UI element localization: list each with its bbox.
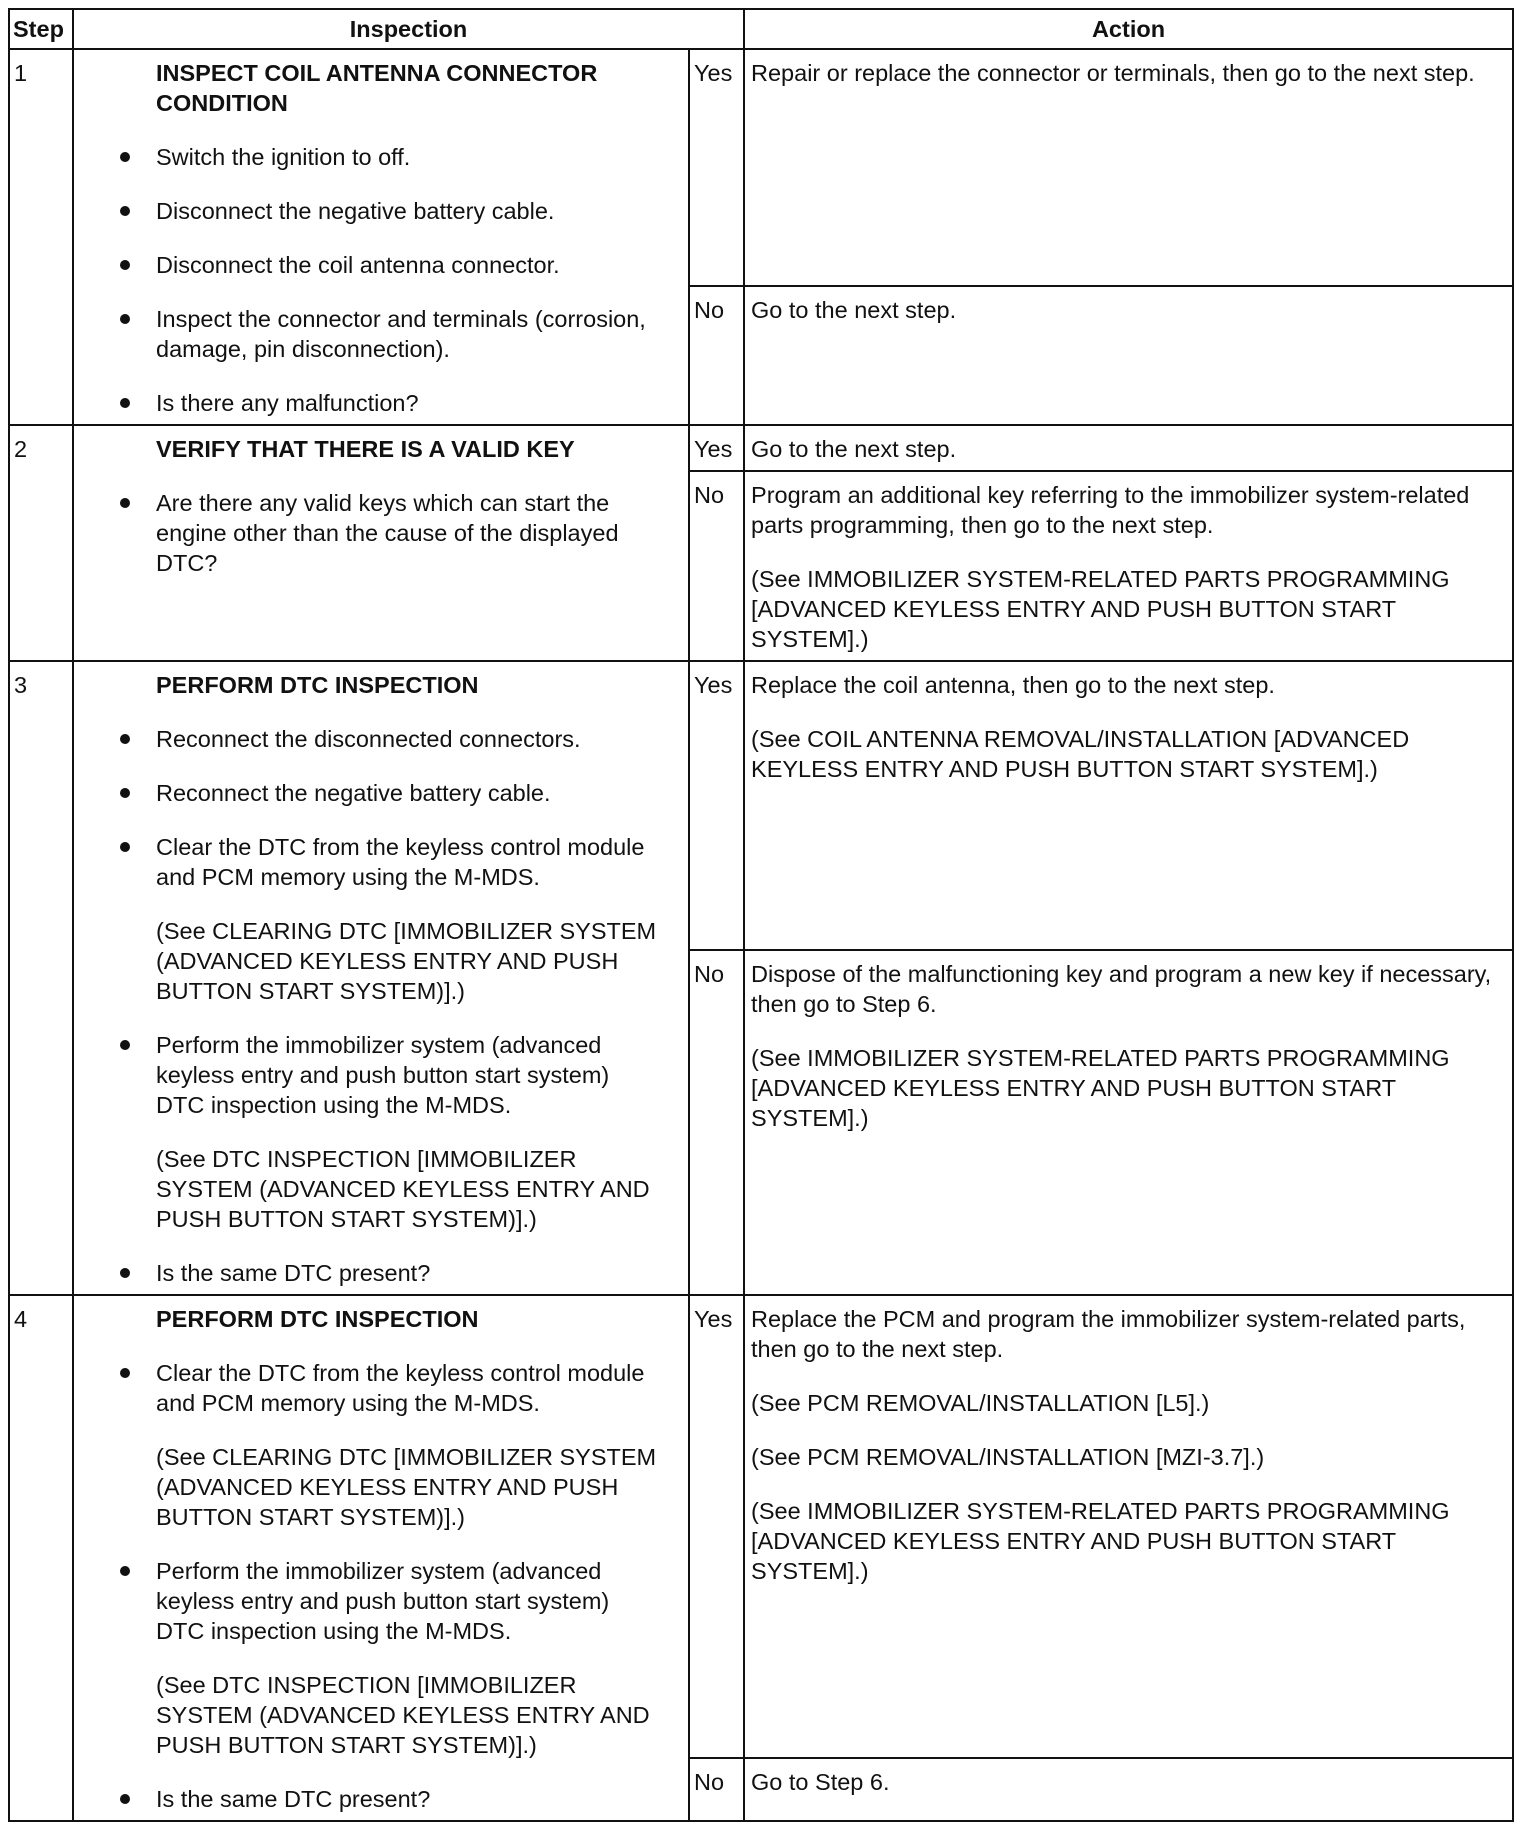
bullet-icon [120, 206, 130, 216]
inspection-cell [73, 49, 689, 425]
inspection-list [98, 1358, 664, 1814]
inspection-list [98, 142, 664, 418]
no-action-text: Program an additional key referring to the immobilizer system-related parts programming, then go to the next step. [751, 482, 1470, 538]
step-row-3 [9, 661, 1513, 950]
inspection-reference: (See CLEARING DTC [IMMOBILIZER SYSTEM (ADVANCED KEYLESS ENTRY AND PUSH BUTTON START SYSTEM)].) [156, 918, 657, 1004]
no-label: No [689, 286, 744, 425]
yes-action-cell [744, 49, 1513, 286]
step-row-4 [9, 1295, 1513, 1758]
yes-label: Yes [689, 49, 744, 286]
bullet-icon [120, 1040, 130, 1050]
yes-label: Yes [689, 661, 744, 950]
no-action-cell [744, 1758, 1513, 1821]
no-action-text: Go to Step 6. [751, 1769, 890, 1796]
yes-label: Yes [689, 1295, 744, 1758]
bullet-icon [120, 1566, 130, 1576]
inspection-item [98, 250, 664, 280]
inspection-item [98, 1258, 664, 1288]
yes-action-text: (See IMMOBILIZER SYSTEM-RELATED PARTS PROGRAMMING [ADVANCED KEYLESS ENTRY AND PUSH BUTTON START SYSTEM].) [751, 1498, 1450, 1584]
inspection-item [98, 1784, 664, 1814]
inspection-item [98, 1358, 664, 1532]
inspection-text: Inspect the connector and terminals (corrosion, damage, pin disconnection). [156, 306, 646, 362]
header-step: Step [9, 9, 73, 49]
inspection-title: VERIFY THAT THERE IS A VALID KEY [156, 436, 575, 462]
inspection-text: Clear the DTC from the keyless control module and PCM memory using the M-MDS. [156, 1360, 645, 1416]
bullet-icon [120, 152, 130, 162]
no-action-text: Go to the next step. [751, 297, 957, 324]
yes-action-cell [744, 661, 1513, 950]
yes-action-text: Replace the PCM and program the immobilizer system-related parts, then go to the next step. [751, 1306, 1466, 1362]
step-number: 4 [9, 1295, 73, 1821]
yes-label: Yes [689, 425, 744, 471]
inspection-item [98, 724, 664, 754]
inspection-text: Is the same DTC present? [156, 1260, 431, 1286]
step-row-2 [9, 425, 1513, 471]
yes-action-text: Repair or replace the connector or terminals, then go to the next step. [751, 60, 1475, 86]
inspection-item [98, 832, 664, 1006]
yes-action-text: Replace the coil antenna, then go to the next step. [751, 672, 1275, 698]
bullet-icon [120, 498, 130, 508]
inspection-text: Disconnect the negative battery cable. [156, 198, 555, 224]
no-action-cell [744, 286, 1513, 425]
inspection-text: Is the same DTC present? [156, 1786, 431, 1812]
inspection-reference: (See CLEARING DTC [IMMOBILIZER SYSTEM (ADVANCED KEYLESS ENTRY AND PUSH BUTTON START SYSTEM)].) [156, 1444, 657, 1530]
inspection-text: Clear the DTC from the keyless control module and PCM memory using the M-MDS. [156, 834, 645, 890]
bullet-icon [120, 788, 130, 798]
no-label: No [689, 471, 744, 661]
inspection-item [98, 304, 664, 364]
inspection-list [98, 488, 664, 578]
bullet-icon [120, 842, 130, 852]
bullet-icon [120, 1794, 130, 1804]
inspection-cell [73, 425, 689, 661]
inspection-reference: (See DTC INSPECTION [IMMOBILIZER SYSTEM (ADVANCED KEYLESS ENTRY AND PUSH BUTTON START SYSTEM)].) [156, 1146, 650, 1232]
inspection-title: PERFORM DTC INSPECTION [156, 672, 479, 698]
header-action: Action [744, 9, 1513, 49]
procedure-body [9, 49, 1513, 1821]
inspection-text: Are there any valid keys which can start the engine other than the cause of the displayed DTC? [156, 490, 619, 576]
inspection-title: PERFORM DTC INSPECTION [156, 1306, 479, 1332]
inspection-cell [73, 661, 689, 1295]
no-action-text: (See IMMOBILIZER SYSTEM-RELATED PARTS PROGRAMMING [ADVANCED KEYLESS ENTRY AND PUSH BUTTON START SYSTEM].) [751, 1045, 1450, 1132]
bullet-icon [120, 260, 130, 270]
inspection-text: Reconnect the negative battery cable. [156, 780, 551, 806]
bullet-icon [120, 734, 130, 744]
header-inspection: Inspection [73, 9, 744, 49]
no-label: No [689, 1758, 744, 1821]
inspection-item [98, 778, 664, 808]
inspection-text: Reconnect the disconnected connectors. [156, 726, 581, 752]
diagnostic-procedure-table [8, 8, 1514, 1822]
inspection-text: Disconnect the coil antenna connector. [156, 252, 560, 278]
no-action-cell [744, 471, 1513, 661]
bullet-icon [120, 1368, 130, 1378]
header-row [9, 9, 1513, 49]
inspection-title: INSPECT COIL ANTENNA CONNECTOR CONDITION [156, 60, 598, 116]
bullet-icon [120, 1268, 130, 1278]
yes-action-text: Go to the next step. [751, 436, 957, 462]
no-action-cell [744, 950, 1513, 1295]
no-action-text: Dispose of the malfunctioning key and program a new key if necessary, then go to Step 6. [751, 961, 1492, 1018]
yes-action-cell [744, 425, 1513, 471]
inspection-item [98, 1030, 664, 1234]
inspection-text: Switch the ignition to off. [156, 144, 411, 170]
no-label: No [689, 950, 744, 1295]
step-row-1 [9, 49, 1513, 286]
bullet-icon [120, 314, 130, 324]
inspection-cell [73, 1295, 689, 1821]
inspection-text: Perform the immobilizer system (advanced keyless entry and push button start system) DTC inspection using the M-MDS. [156, 1558, 610, 1644]
yes-action-text: (See COIL ANTENNA REMOVAL/INSTALLATION [ADVANCED KEYLESS ENTRY AND PUSH BUTTON START SYSTEM].) [751, 726, 1410, 782]
no-action-text: (See IMMOBILIZER SYSTEM-RELATED PARTS PROGRAMMING [ADVANCED KEYLESS ENTRY AND PUSH BUTTON START SYSTEM].) [751, 566, 1450, 652]
inspection-item [98, 488, 664, 578]
yes-action-cell [744, 1295, 1513, 1758]
inspection-item [98, 196, 664, 226]
step-number: 1 [9, 49, 73, 425]
inspection-text: Is there any malfunction? [156, 390, 419, 416]
inspection-list [98, 724, 664, 1288]
step-number: 2 [9, 425, 73, 661]
yes-action-text: (See PCM REMOVAL/INSTALLATION [L5].) [751, 1390, 1210, 1416]
inspection-item [98, 1556, 664, 1760]
step-number: 3 [9, 661, 73, 1295]
yes-action-text: (See PCM REMOVAL/INSTALLATION [MZI-3.7].) [751, 1444, 1265, 1470]
inspection-item [98, 142, 664, 172]
bullet-icon [120, 398, 130, 408]
inspection-item [98, 388, 664, 418]
inspection-text: Perform the immobilizer system (advanced keyless entry and push button start system) DTC inspection using the M-MDS. [156, 1032, 610, 1118]
inspection-reference: (See DTC INSPECTION [IMMOBILIZER SYSTEM (ADVANCED KEYLESS ENTRY AND PUSH BUTTON START SYSTEM)].) [156, 1672, 650, 1758]
